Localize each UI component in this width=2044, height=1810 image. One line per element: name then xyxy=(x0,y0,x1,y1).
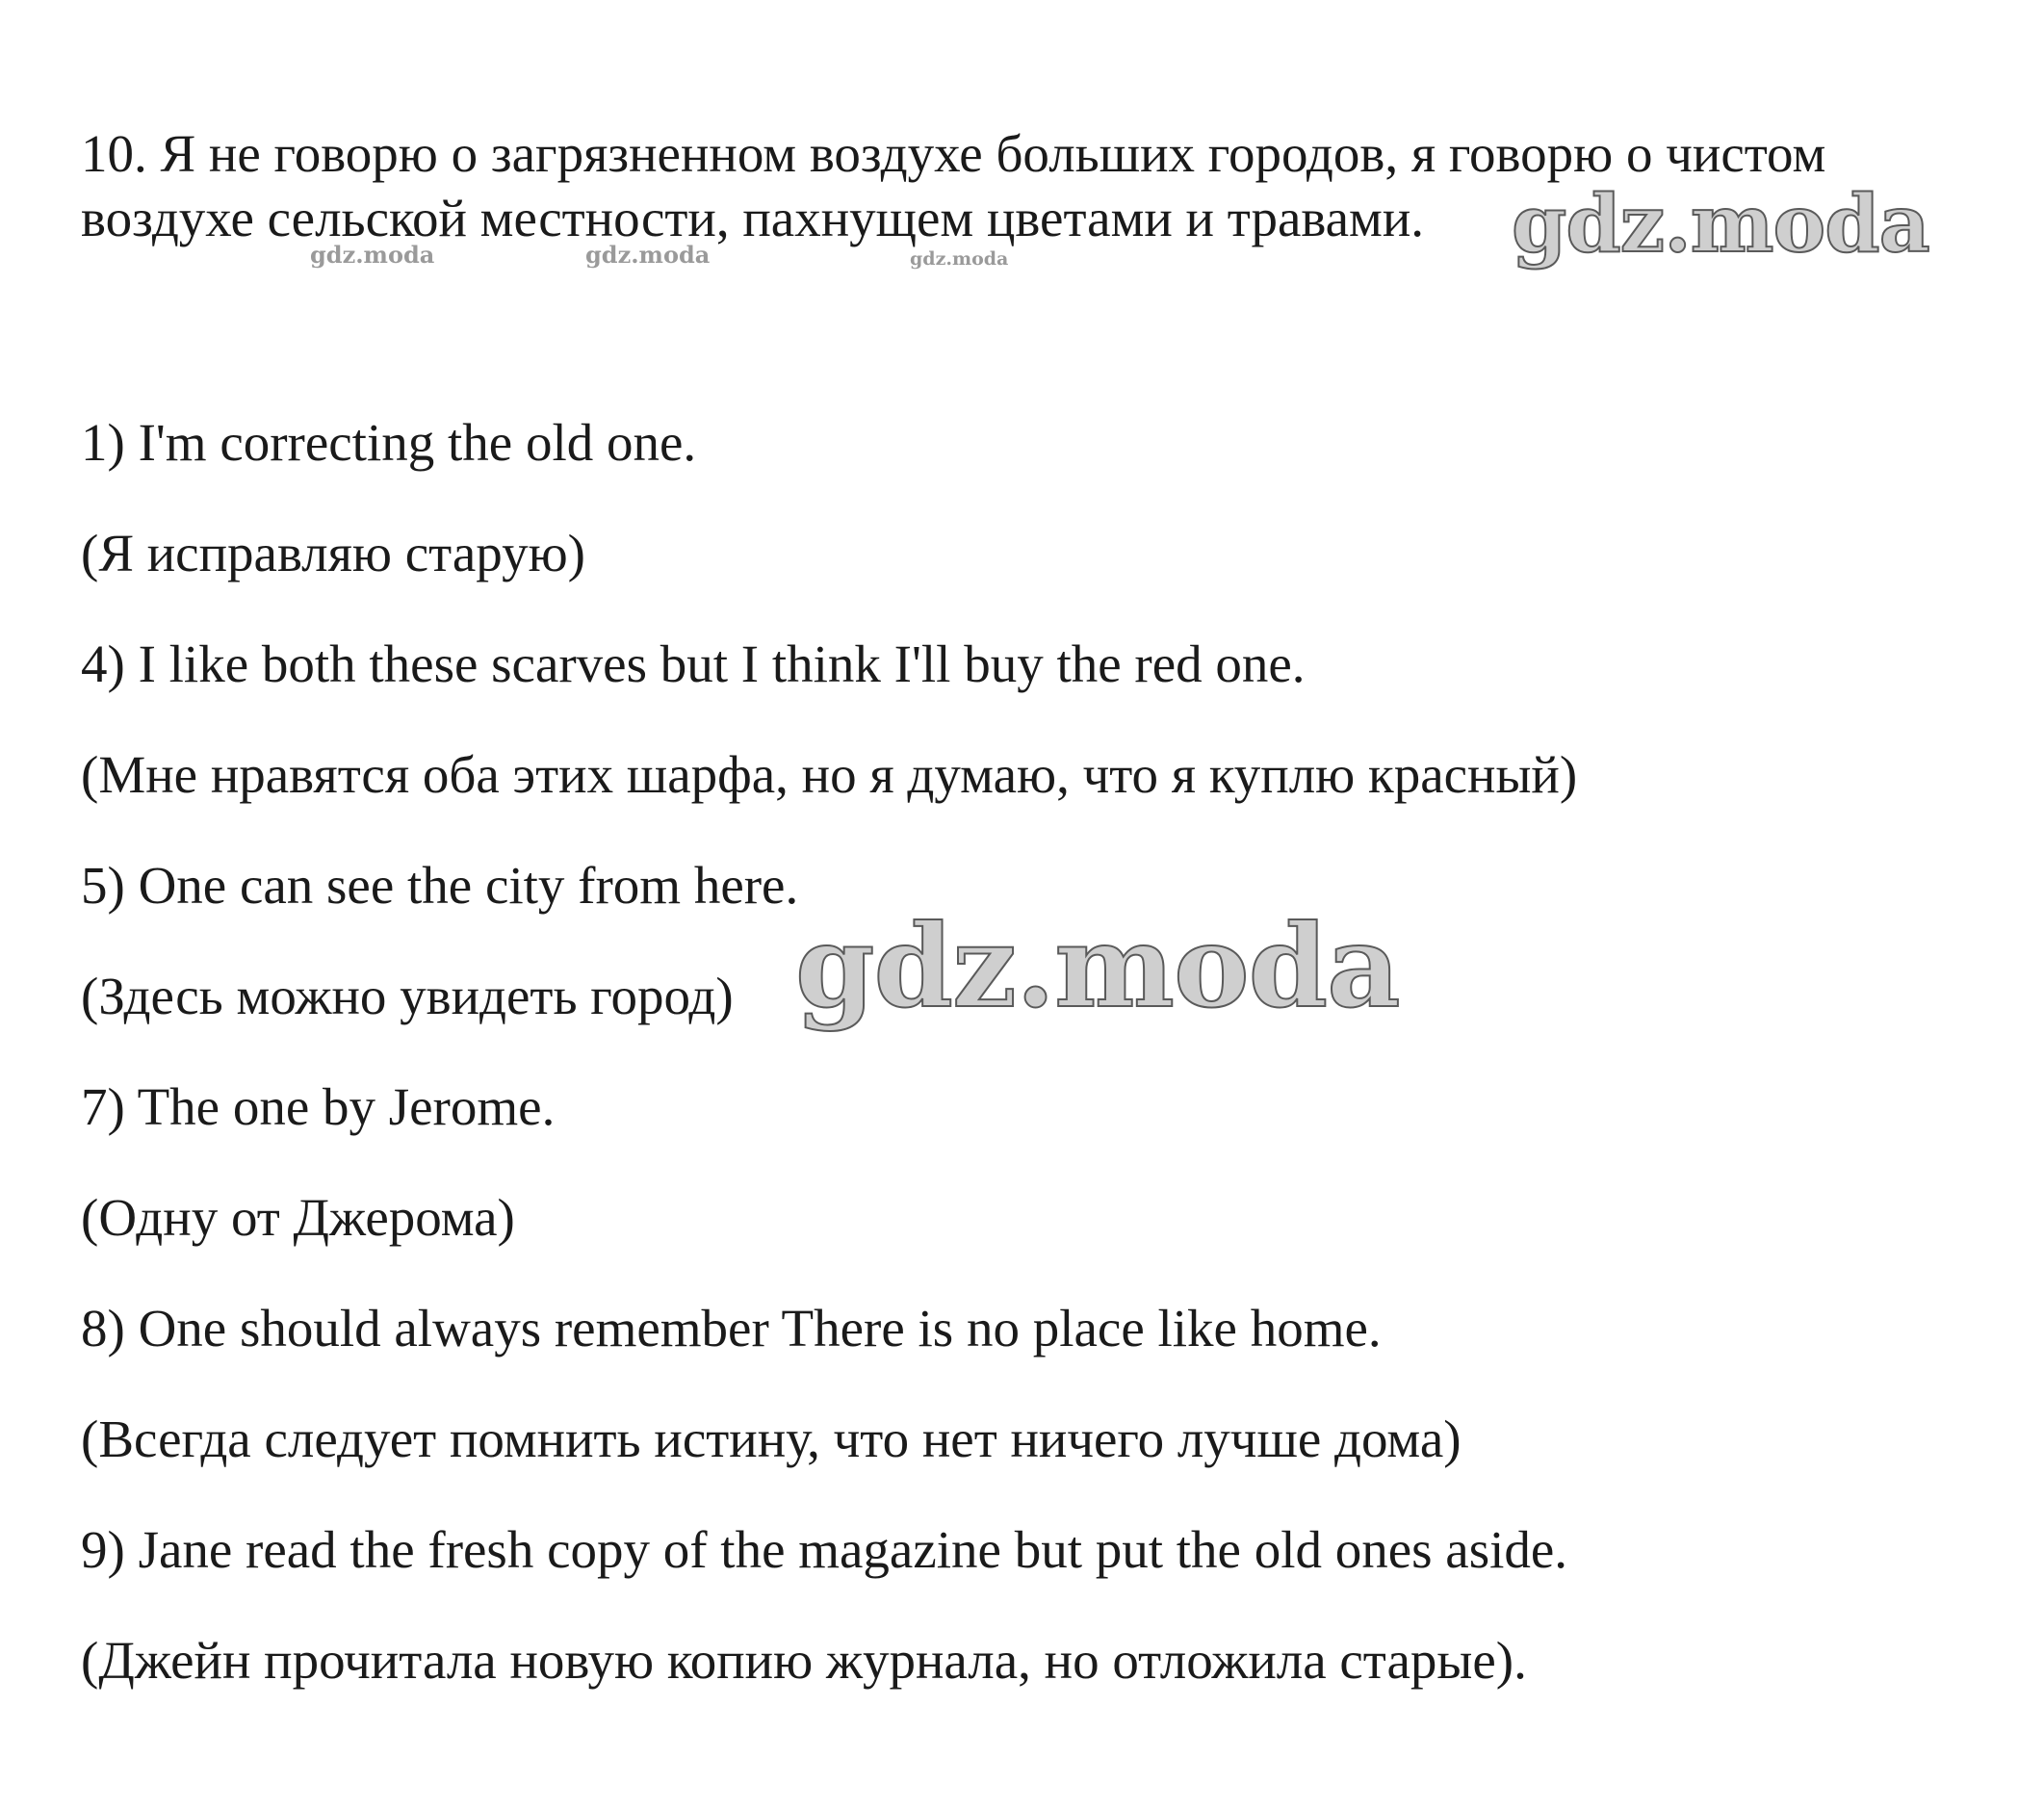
answer-line-9: 9) Jane read the fresh copy of the magazine but put the old ones aside. xyxy=(81,1520,1568,1579)
intro-paragraph: 10. Я не говорю о загрязненном воздухе больших городов, я говорю о чистом воздухе сельской местности, пахнущем цветами и травами. xyxy=(81,124,1826,247)
translation-line-4: (Мне нравятся оба этих шарфа, но я думаю, что я куплю красный) xyxy=(81,745,1578,804)
watermark-logo-top: gdz.moda xyxy=(1512,178,1929,271)
answer-line-5: 5) One can see the city from here. xyxy=(81,856,799,915)
translation-line-8: (Всегда следует помнить истину, что нет ничего лучше дома) xyxy=(81,1409,1462,1468)
watermark-small-3: gdz.moda xyxy=(910,248,1009,270)
watermark-small-1: gdz.moda xyxy=(310,241,435,269)
watermark-logo-middle: gdz.moda xyxy=(795,899,1400,1033)
watermark-small-2: gdz.moda xyxy=(585,241,711,269)
translation-line-1: (Я исправляю старую) xyxy=(81,524,585,582)
answer-line-4: 4) I like both these scarves but I think I'll buy the red one. xyxy=(81,634,1306,693)
translation-line-7: (Одну от Джерома) xyxy=(81,1188,515,1247)
answer-line-1: 1) I'm correcting the old one. xyxy=(81,413,697,472)
answer-line-8: 8) One should always remember There is no place like home. xyxy=(81,1299,1382,1358)
answer-line-7: 7) The one by Jerome. xyxy=(81,1077,556,1136)
translation-line-9: (Джейн прочитала новую копию журнала, но отложила старые). xyxy=(81,1631,1527,1690)
translation-line-5: (Здесь можно увидеть город) xyxy=(81,967,734,1025)
